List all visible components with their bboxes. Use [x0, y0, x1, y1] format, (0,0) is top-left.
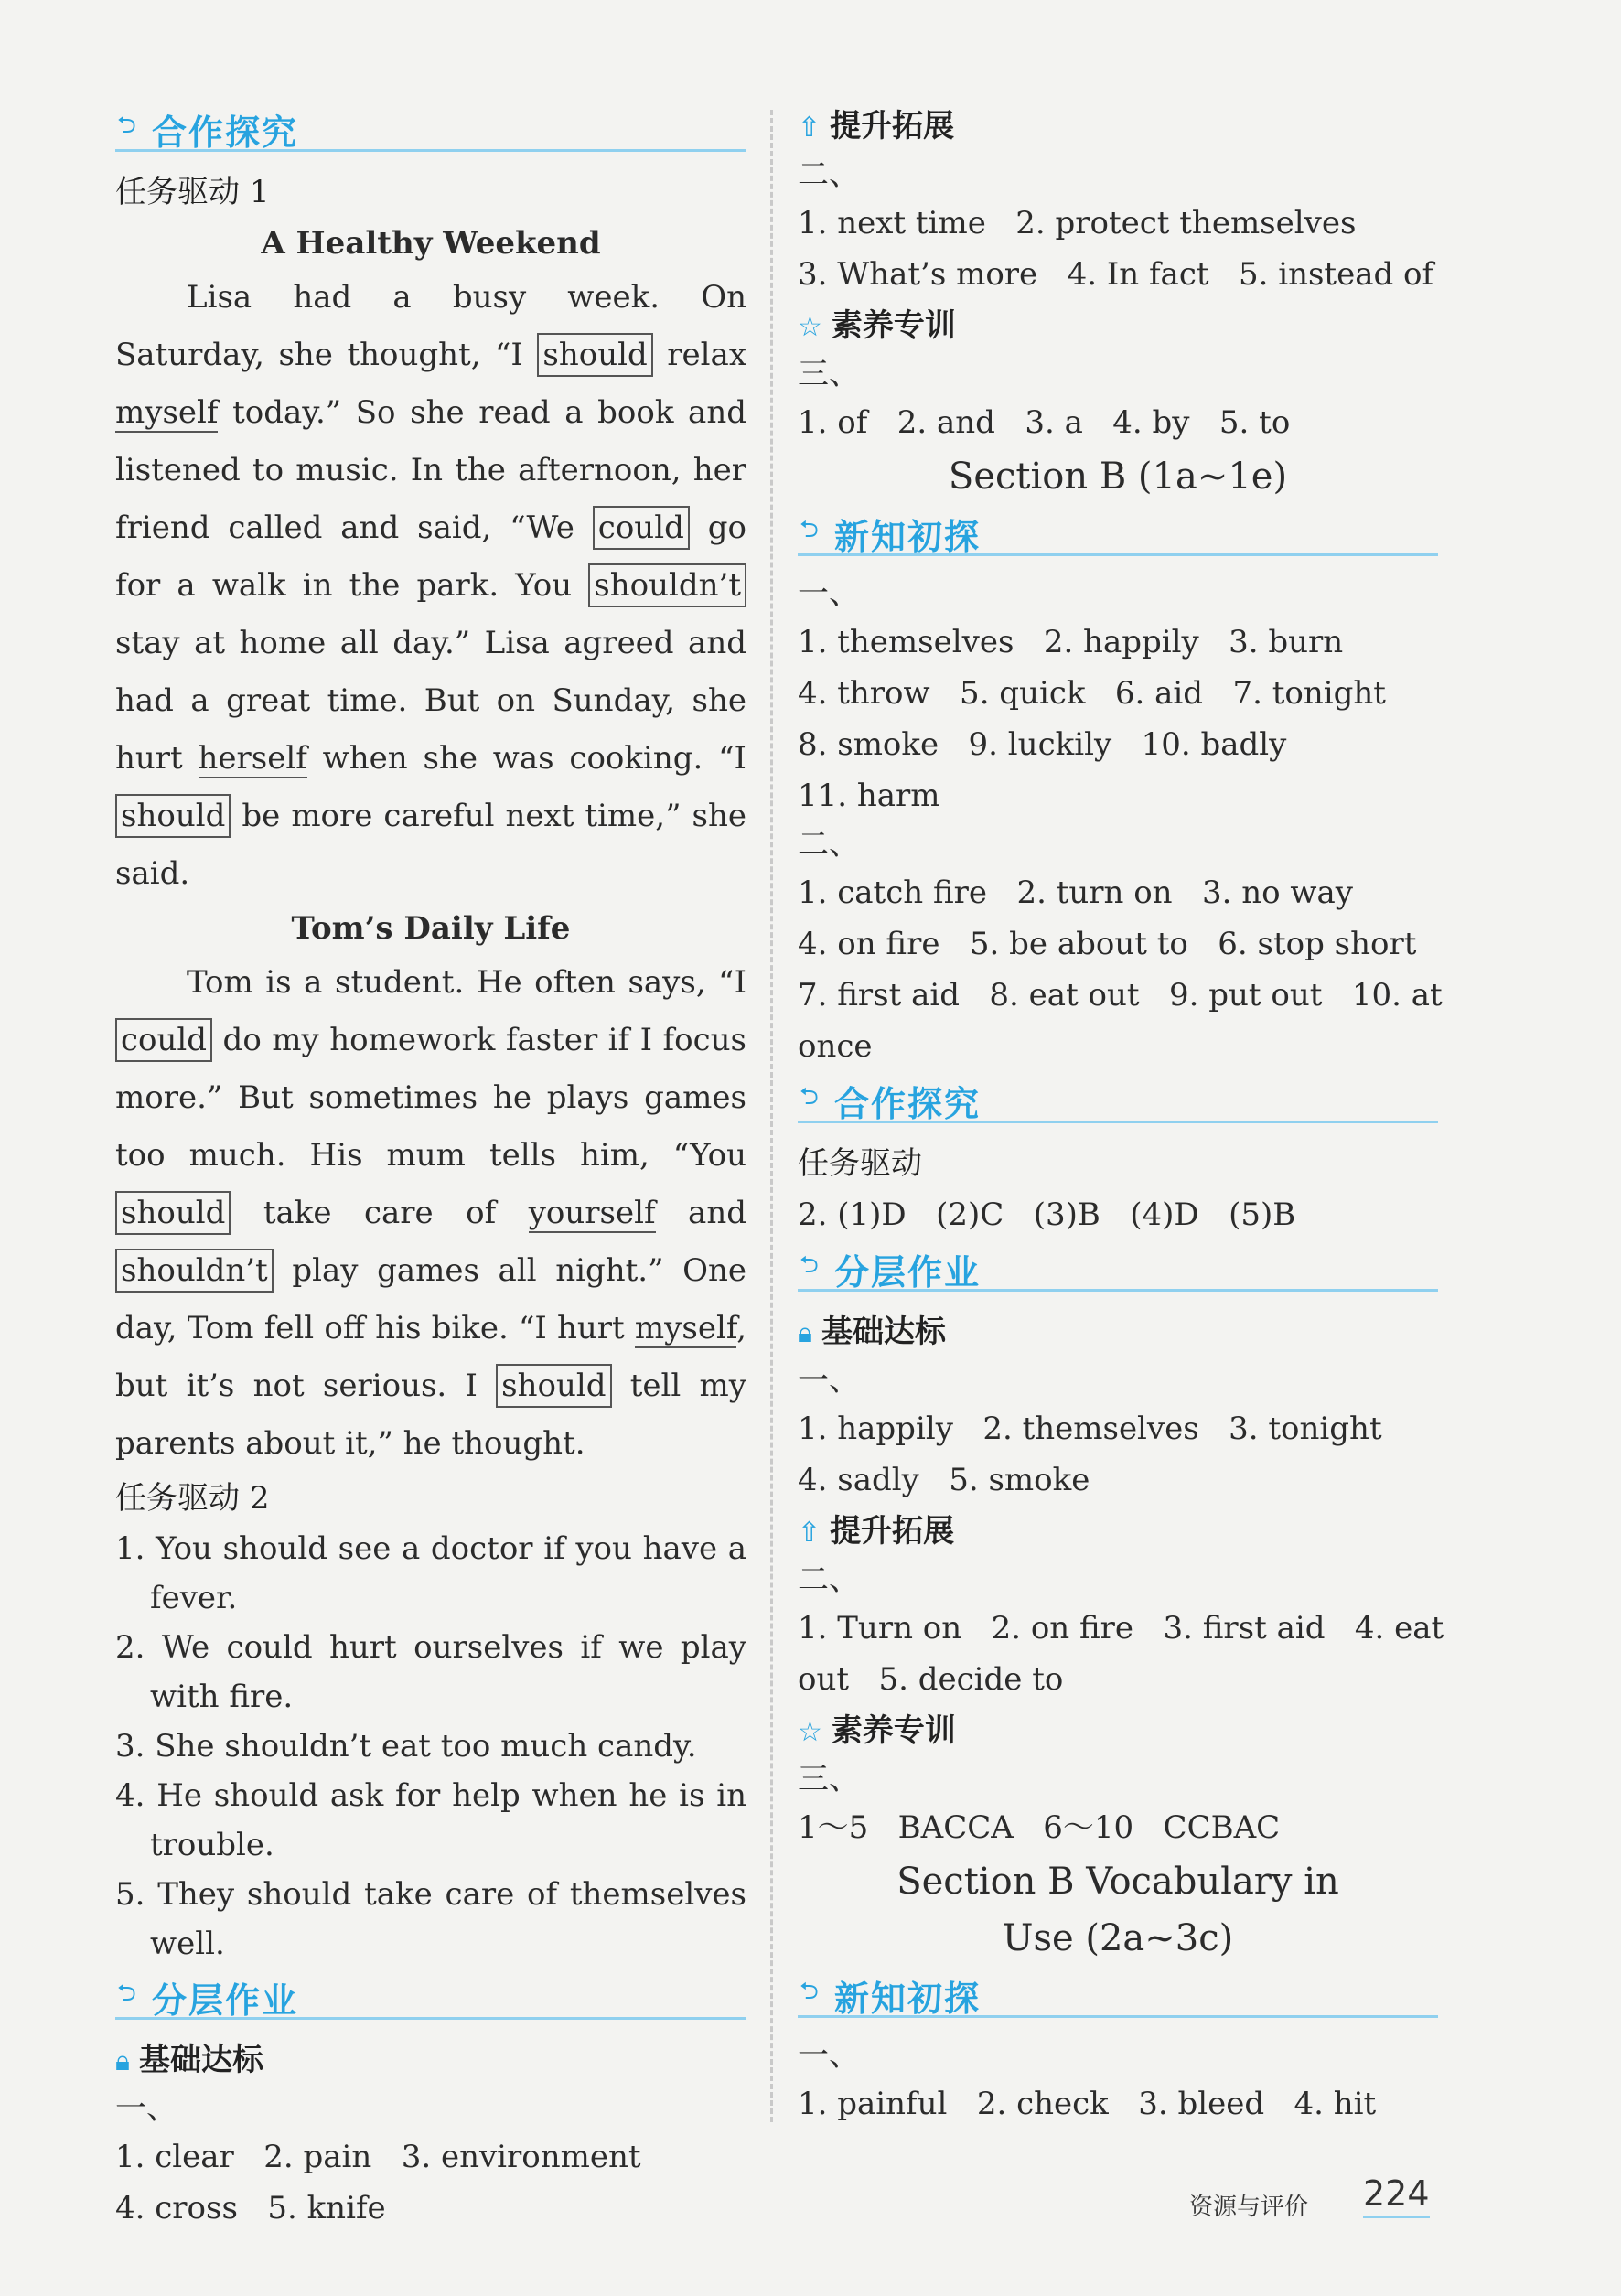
task-number: 2: [249, 1480, 270, 1517]
answer-line: 11. harm: [798, 778, 940, 814]
subheading-text: 基础达标: [138, 2042, 263, 2078]
section-heading-text: 合作探究: [152, 113, 299, 153]
answer-line: 8. smoke 9. luckily 10. badly: [798, 726, 1287, 763]
lock-icon: 🔒︎: [798, 1317, 812, 1349]
boxed-answer: could: [115, 1018, 212, 1062]
list-item: 1. You should see a doctor if you have a fever.: [115, 1530, 746, 1616]
underlined-answer: myself: [115, 394, 219, 431]
answer-line: 4. cross 5. knife: [115, 2190, 386, 2226]
heading-underline: [798, 1121, 1438, 1123]
subheading-text: 素养专训: [831, 307, 956, 344]
text-run: when she was cooking. “I: [306, 740, 746, 777]
story-title: A Healthy Weekend: [261, 225, 601, 262]
answer-line: 4. on fire 5. be about to 6. stop short: [798, 926, 1417, 962]
left-column: [115, 101, 746, 2234]
subheading-text: 基础达标: [821, 1314, 946, 1350]
section-heading-hezuo: [115, 101, 746, 157]
underlined-answer: herself: [198, 740, 307, 777]
answer-line: 1. clear 2. pain 3. environment: [115, 2139, 641, 2175]
section-heading-text: 分层作业: [834, 1252, 982, 1293]
answer-line: 1. catch fire 2. turn on 3. no way: [798, 874, 1354, 911]
heading-underline: [798, 553, 1438, 556]
answer-line: 1. Turn on 2. on fire 3. first aid 4. eat: [798, 1610, 1444, 1647]
text-run: take care of: [231, 1195, 529, 1231]
section-flag-icon: ⮌: [117, 1979, 136, 2007]
answer-line: 1. next time 2. protect themselves: [798, 205, 1357, 241]
text-run: stay at home all day.” Lisa agreed and had a great time. But on Sunday, she hurt: [115, 625, 746, 777]
heading-underline: [798, 1289, 1438, 1292]
boxed-answer: should: [537, 333, 652, 377]
text-run: , but it’s not serious. I: [115, 1310, 746, 1404]
task-label: 任务驱动: [798, 1145, 922, 1182]
section-heading-xinzhi: [798, 505, 1438, 562]
story-title: Tom’s Daily Life: [291, 910, 571, 947]
section-heading-hezuo-right: [798, 1072, 1438, 1129]
section-heading-text: 新知初探: [834, 1979, 982, 2019]
text-run: do my homework faster if I focus more.” But sometimes he plays games too much. His mum tells him, “You: [115, 1022, 746, 1174]
heading-underline: [115, 149, 746, 152]
section-heading-fenceng-right: [798, 1240, 1438, 1297]
boxed-answer: shouldn’t: [588, 563, 746, 607]
text-run: today.” So she read a book and listened to music. In the afternoon, her friend called and said, “We: [115, 394, 746, 546]
answer-line: 1. happily 2. themselves 3. tonight: [798, 1411, 1382, 1447]
task2-list: [115, 1524, 746, 1969]
answer-line: 4. throw 5. quick 6. aid 7. tonight: [798, 675, 1386, 712]
section-title: Section B (1a~1e): [948, 456, 1288, 498]
task-number: 1: [249, 174, 270, 210]
section-flag-icon: ⮌: [800, 1083, 819, 1110]
section-flag-icon: ⮌: [800, 1978, 819, 2005]
right-column: [798, 101, 1444, 2130]
column-divider: [770, 110, 773, 2122]
section-flag-icon: ⮌: [800, 1251, 819, 1279]
subheading-tisheng: [798, 101, 1438, 152]
subheading-tisheng-right: [798, 1506, 1438, 1557]
subheading-suyang: [798, 300, 1438, 351]
answer-line: out 5. decide to: [798, 1661, 1064, 1698]
answer-line: 7. first aid 8. eat out 9. put out 10. at: [798, 977, 1443, 1014]
answer-line: 1～5 BACCA 6～10 CCBAC: [798, 1809, 1281, 1846]
footer-label: 资源与评价: [1189, 2194, 1309, 2221]
text-run: go for a walk in the park. You: [115, 510, 747, 604]
list-item: 4. He should ask for help when he is in trouble.: [115, 1777, 746, 1863]
underlined-answer: myself: [634, 1310, 737, 1346]
boxed-answer: shouldn’t: [115, 1249, 274, 1293]
list-item: 2. We could hurt ourselves if we play with fire.: [115, 1629, 746, 1715]
text-run: be more careful next time,” she said.: [115, 798, 746, 892]
part-marker: 三、: [798, 1761, 860, 1797]
arrow-up-icon: ⇧: [798, 1517, 821, 1549]
section-title: Section B Vocabulary in: [896, 1861, 1339, 1903]
part-marker: 一、: [798, 1362, 860, 1399]
subheading-text: 素养专训: [831, 1712, 956, 1749]
part-marker: 二、: [798, 826, 860, 863]
boxed-answer: should: [115, 794, 231, 838]
heading-underline: [115, 2017, 746, 2020]
star-icon: ☆: [798, 311, 822, 343]
section-heading-fenceng: [115, 1969, 746, 2025]
section-title: Use (2a~3c): [1002, 1917, 1234, 1959]
boxed-answer: should: [496, 1364, 611, 1408]
section-heading-xinzhi-2: [798, 1967, 1438, 2023]
part-marker: 一、: [798, 2037, 860, 2074]
task-label-2: [115, 1473, 746, 1524]
part-marker: 三、: [798, 356, 860, 392]
subheading-text: 提升拓展: [830, 1513, 955, 1550]
text-run: Lisa had a busy week. On Saturday, she thought, “I: [115, 279, 746, 373]
answer-line: once: [798, 1028, 873, 1065]
text-run: Tom is a student. He often says, “I: [187, 964, 746, 1001]
list-item: 5. They should take care of themselves well.: [115, 1876, 746, 1962]
story-paragraph: [115, 954, 746, 1473]
task-label-text: 任务驱动: [115, 1480, 240, 1517]
text-run: relax: [652, 337, 746, 373]
lock-icon: 🔒︎: [115, 2045, 130, 2077]
story-paragraph: [115, 269, 746, 903]
answer-line: 2. (1)D (2)C (3)B (4)D (5)B: [798, 1196, 1296, 1233]
answer-line: 1. themselves 2. happily 3. burn: [798, 624, 1344, 660]
subheading-jichu-right: [798, 1306, 1438, 1357]
answer-line: 1. painful 2. check 3. bleed 4. hit: [798, 2086, 1377, 2122]
task-label-text: 任务驱动: [115, 174, 240, 210]
section-heading-text: 分层作业: [152, 1980, 299, 2021]
text-run: and: [655, 1195, 746, 1231]
section-flag-icon: ⮌: [117, 112, 136, 139]
text-run: tell my parents about it,” he thought.: [115, 1368, 746, 1462]
subheading-suyang-right: [798, 1705, 1438, 1756]
part-marker: 二、: [798, 1561, 860, 1598]
boxed-answer: should: [115, 1191, 231, 1235]
part-marker: 二、: [798, 156, 860, 193]
page-number: 224: [1363, 2173, 1430, 2218]
underlined-answer: yourself: [528, 1195, 656, 1231]
part-marker: 一、: [115, 2090, 177, 2127]
list-item: 3. She shouldn’t eat too much candy.: [115, 1728, 697, 1765]
answer-line: 4. sadly 5. smoke: [798, 1462, 1090, 1498]
section-heading-text: 合作探究: [834, 1084, 982, 1124]
heading-underline: [798, 2015, 1438, 2018]
subheading-jichu: [115, 2034, 746, 2086]
boxed-answer: could: [593, 506, 690, 550]
text-run: play games all night.” One day, Tom fell off his bike. “I hurt: [115, 1252, 746, 1346]
part-marker: 一、: [798, 575, 860, 612]
task-label-1: [115, 166, 746, 218]
subheading-text: 提升拓展: [830, 108, 955, 145]
section-heading-text: 新知初探: [834, 517, 982, 557]
answer-line: 3. What’s more 4. In fact 5. instead of: [798, 256, 1434, 293]
section-flag-icon: ⮌: [800, 516, 819, 543]
answer-line: 1. of 2. and 3. a 4. by 5. to: [798, 404, 1291, 441]
star-icon: ☆: [798, 1716, 822, 1748]
arrow-up-icon: ⇧: [798, 112, 821, 144]
